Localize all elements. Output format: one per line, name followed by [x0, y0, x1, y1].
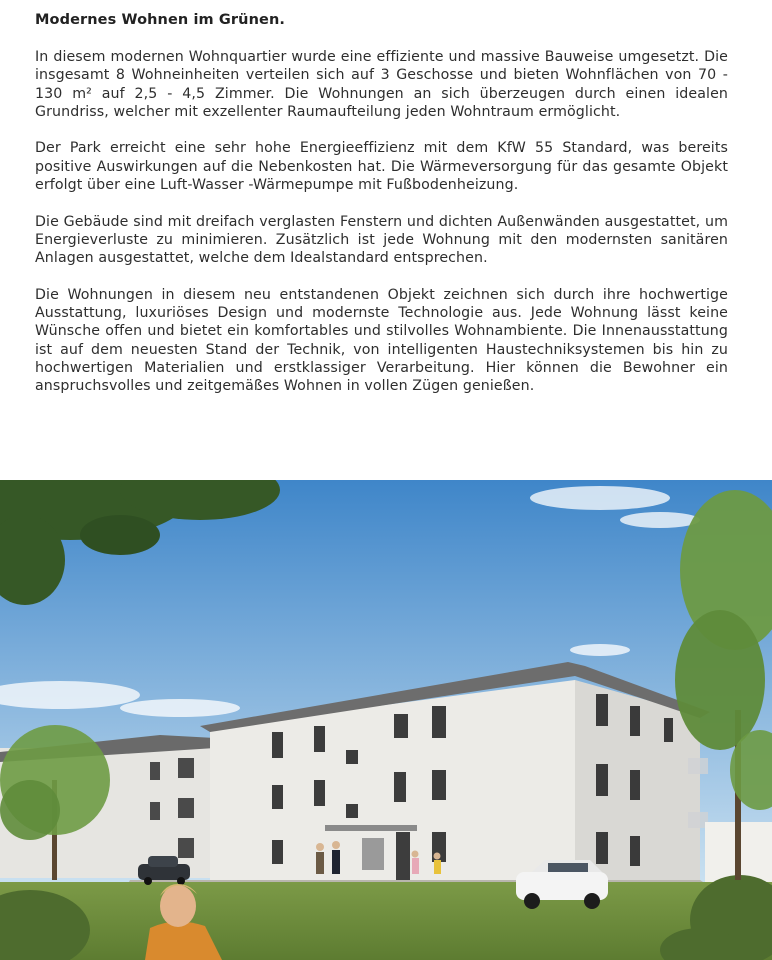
lawn [0, 882, 772, 960]
building-rendering [0, 480, 772, 960]
article-heading: Modernes Wohnen im Grünen. [35, 12, 285, 28]
article-paragraph-3: Die Gebäude sind mit dreifach verglasten Fenstern und dichten Außenwänden ausgestattet, um Energieverluste zu minimieren. Zusätzlich ist jede Wohnung mit den modernsten sanitären Anlagen ausgestattet, welche dem Idealstandard entsprechen. [35, 213, 728, 267]
article-paragraph-1: In diesem modernen Wohnquartier wurde eine effiziente und massive Bauweise umgesetzt. Die insgesamt 8 Wohneinheiten verteilen sich auf 3 Geschosse und bieten Wohnflächen von 70 - 130 m² auf 2,5 - 4,5 Zimmer. Die Wohnungen an sich überzeugen durch einen idealen Grundriss, welcher mit exzellenter Raumaufteilung jeden Wohntraum ermöglicht. [35, 49, 728, 120]
article [35, 10, 728, 414]
article-paragraph-2: Der Park erreicht eine sehr hohe Energieeffizienz mit dem KfW 55 Standard, was bereits positive Auswirkungen auf die Nebenkosten hat. Die Wärmeversorgung für das gesamte Objekt erfolgt über eine Luft-Wasser -Wärmepumpe mit Fußbodenheizung. [35, 140, 728, 194]
article-paragraph-4: Die Wohnungen in diesem neu entstandenen Objekt zeichnen sich durch ihre hochwertige Ausstattung, luxuriöses Design und modernste Technologie aus. Jede Wohnung lässt keine Wünsche offen und bietet ein komfortables und stilvolles Wohnambiente. Die Innenausstattung ist auf dem neuesten Stand der Technik, von intelligenten Haustechniksystemen bis hin zu hochwertigen Materialien und erstklassiger Verarbeitung. Hier können die Bewohner ein anspruchsvolles und zeitgemäßes Wohnen in vollen Zügen genießen. [35, 286, 728, 395]
